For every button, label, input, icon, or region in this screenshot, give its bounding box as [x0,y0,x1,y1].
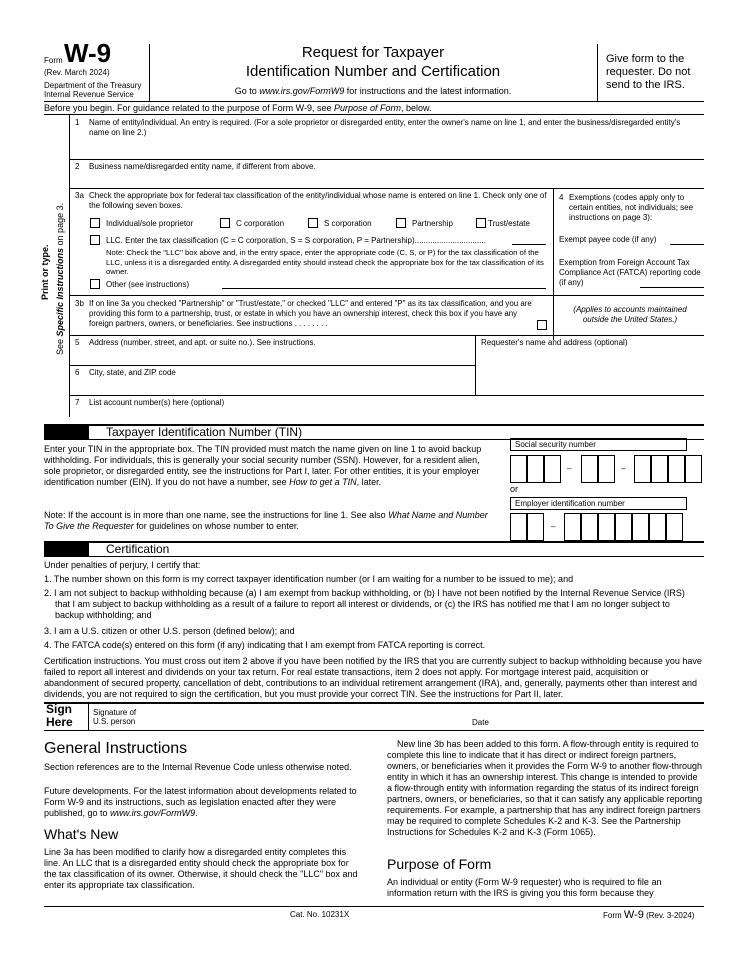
ein-dash: – [551,522,556,531]
exemptions-label: Exemptions (codes apply only to certain entities, not individuals; see instructions on page 3): [569,193,694,222]
applies-note: (Applies to accounts maintained outside the United States.) [573,305,687,324]
footer-form-id: Form W-9 (Rev. 3-2024) [603,909,695,921]
signature-input[interactable] [142,704,462,728]
cert-item-2: 2. I am not subject to backup withholding because (a) I am exempt from backup withholding, or (b) I have not been notified by the Internal Revenue Service (IRS) that I am subject to backup withholding as a result of a failure to report all interest or dividends, or (c) the IRS has notified me that I am no longer subject to backup withholding; and [44,588,685,620]
cert-item-3: 3. I am a U.S. citizen or other U.S. person (defined below); and [44,626,295,636]
line6-input[interactable] [70,379,474,394]
line2-label: Business name/disregarded entity name, if different from above. [89,162,316,171]
date-input[interactable] [495,704,704,728]
requester-input[interactable] [476,349,704,394]
goto-instructions: Go to www.irs.gov/FormW9 for instructions and the latest information. [234,86,512,96]
general-p1: Section references are to the Internal Revenue Code unless otherwise noted. [44,762,352,772]
ssn-dash-1: – [567,464,572,473]
line3a-number: 3a [75,191,84,200]
new-line3b-p: New line 3b has been added to this form. A flow-through entity is required to complete this line to indicate that it has direct or indirect foreign partners, owners, or beneficiaries when it provides the Form W-9 to another flow-through entity in which it has an ownership interest. This change is intended to provide a flow-through entity with information regarding the status of its indirect foreign partners, owners, or beneficiaries, so that it can satisfy any applicable reporting requirements. For example, a partnership that has any indirect foreign partners may be required to complete Schedules K-2 and K-3. See the Partnership Instructions for Schedules K-2 and K-3 (Form 1065). [387,739,703,837]
exempt-payee-input[interactable] [670,235,704,245]
or-label: or [510,484,519,494]
agency: Internal Revenue Service [44,90,134,99]
see-specific-instructions: See Specific Instructions on page 3. [55,202,65,355]
ssn-label: Social security number [510,438,687,451]
label-partnership: Partnership [412,219,453,228]
cert-intro: Under penalties of perjury, I certify that: [44,560,201,570]
line7-number: 7 [75,398,80,407]
part1-instructions: Enter your TIN in the appropriate box. The TIN provided must match the name given on line 1 to avoid backup withholding. For individuals, this is generally your social security number (SSN). However, for a resident alien, sole proprietor, or disregarded entity, see the instructions for Part I, later. For other entities, it is your employer identification number (EIN). If you do not have a number, see How to get a TIN, later. [44,444,482,487]
ssn-dash-2: – [621,464,626,473]
form-label: Form [44,56,63,65]
line7-label: List account number(s) here (optional) [89,398,225,407]
before-you-begin: Before you begin. For guidance related to the purpose of Form W-9, see Purpose of Form, below. [44,103,432,113]
purpose-p: An individual or entity (Form W-9 requester) who is required to file an information return with the IRS is giving you this form because they [387,877,662,898]
line1-input[interactable] [70,140,704,158]
label-individual-sole-proprietor: Individual/sole proprietor [106,219,194,228]
label-llc: LLC. Enter the tax classification (C = C corporation, S = S corporation, P = Partnership)................................ [106,236,486,245]
line1-label: Name of entity/individual. An entry is required. (For a sole proprietor or disregarded entity, enter the owner's name on line 1, and enter the business/disregarded entity's name on line 2.) [89,118,681,137]
date-label: Date [472,718,489,727]
exempt-payee-label: Exempt payee code (if any) [559,235,657,244]
checkbox-partnership[interactable] [396,218,406,228]
checkbox-individual-sole-proprietor[interactable] [90,218,100,228]
part1-note: Note: If the account is in more than one name, see the instructions for line 1. See also What Name and Number To Give the Requester for guidelines on whose number to enter. [44,510,488,531]
general-future-developments: Future developments. For the latest information about developments related to Form W-9 and its instructions, such as legislation enacted after they were published, go to www.irs.gov/FormW9. [44,786,357,818]
checkbox-other[interactable] [90,279,100,289]
signature-label: Signature of [93,708,137,717]
form-revision: (Rev. March 2024) [44,68,110,77]
line2-input[interactable] [70,173,704,187]
llc-note: Note: Check the "LLC" box above and, in the entry space, enter the appropriate code (C, S, or P) for the tax classification of the LLC, unless it is a disregarded entity. A disregarded entity should instead check the appropriate box for the tax classification of its owner. [106,248,544,276]
line6-label: City, state, and ZIP code [89,368,176,377]
here-label: Here [46,715,73,729]
ein-label: Employer identification number [510,497,687,510]
department: Department of the Treasury [44,81,142,90]
print-or-type-label: Print or type. [40,244,50,300]
general-instructions-heading: General Instructions [44,740,188,757]
fatca-label: Exemption from Foreign Account Tax Compliance Act (FATCA) reporting code (if any) [559,258,701,287]
checkbox-line3b[interactable] [537,320,547,330]
line2-number: 2 [75,162,80,171]
line1-number: 1 [75,118,80,127]
catalog-number: Cat. No. 10231X [290,910,350,919]
requester-label: Requester's name and address (optional) [481,338,628,347]
line7-input[interactable] [70,409,704,417]
line5-label: Address (number, street, and apt. or suite no.). See instructions. [89,338,316,347]
cert-item-4: 4. The FATCA code(s) entered on this form (if any) indicating that I am exempt from FATCA reporting is correct. [44,640,486,650]
checkbox-llc[interactable] [90,235,100,245]
cert-item-1: 1. The number shown on this form is my correct taxpayer identification number (or I am waiting for a number to be issued to me); and [44,574,574,584]
part1-tag [44,425,89,439]
line3b-number: 3b [75,299,84,308]
whats-new-p: Line 3a has been modified to clarify how a disregarded entity completes this line. An LLC that is a disregarded entity should check the appropriate box for the tax classification of its owner. Otherwise, it should check the "LLC" box and enter its appropriate tax classification. [44,847,358,890]
purpose-heading: Purpose of Form [387,856,492,872]
irs-url-link-2[interactable]: www.irs.gov/FormW9 [110,808,196,818]
line3a-label: Check the appropriate box for federal tax classification of the entity/individual whose name is entered on line 1. Check only one of the following seven boxes. [89,191,547,210]
part2-title: Certification [106,542,170,556]
checkbox-trust-estate[interactable] [476,218,486,228]
form-title-line1: Request for Taxpayer [301,44,445,61]
form-number: W-9 [64,38,112,68]
whats-new-heading: What's New [44,826,119,842]
label-s-corporation: S corporation [324,219,372,228]
label-other: Other (see instructions) [106,280,190,289]
part2-tag [44,542,89,556]
line3b-label: If on line 3a you checked "Partnership" or "Trust/estate," or checked "LLC" and entered "P" as its tax classification, and you are providing this form to a partnership, trust, or estate in which you have an ownership interest, check this box if you have any foreign partners, owners, or beneficiaries. See instructions . . . . . . . . [89,299,532,328]
other-input[interactable] [222,279,546,289]
part1-title: Taxpayer Identification Number (TIN) [106,425,303,439]
signature-label-2: U.S. person [93,717,136,726]
label-c-corporation: C corporation [236,219,285,228]
line6-number: 6 [75,368,80,377]
irs-url-link[interactable]: www.irs.gov/FormW9 [259,86,345,96]
sign-label: Sign [46,702,72,716]
line5-input[interactable] [70,349,474,364]
give-form-note: Give form to the requester. Do not send to the IRS. [606,53,691,91]
line4-number: 4 [559,193,564,202]
checkbox-s-corporation[interactable] [308,218,318,228]
label-trust-estate: Trust/estate [488,219,530,228]
cert-instructions: Certification instructions. You must cross out item 2 above if you have been notified by the IRS that you are currently subject to backup withholding because you have failed to report all interest and dividends on your tax return. For real estate transactions, item 2 does not apply. For mortgage interest paid, acquisition or abandonment of secured property, cancellation of debt, contributions to an individual retirement arrangement (IRA), and, generally, payments other than interest and dividends, you are not required to sign the certification, but you must provide your correct TIN. See the instructions for Part II, later. [44,656,702,699]
checkbox-c-corporation[interactable] [220,218,230,228]
llc-classification-input[interactable] [512,234,546,245]
line5-number: 5 [75,338,80,347]
form-title-line2: Identification Number and Certification [245,63,501,80]
fatca-input[interactable] [640,278,704,288]
